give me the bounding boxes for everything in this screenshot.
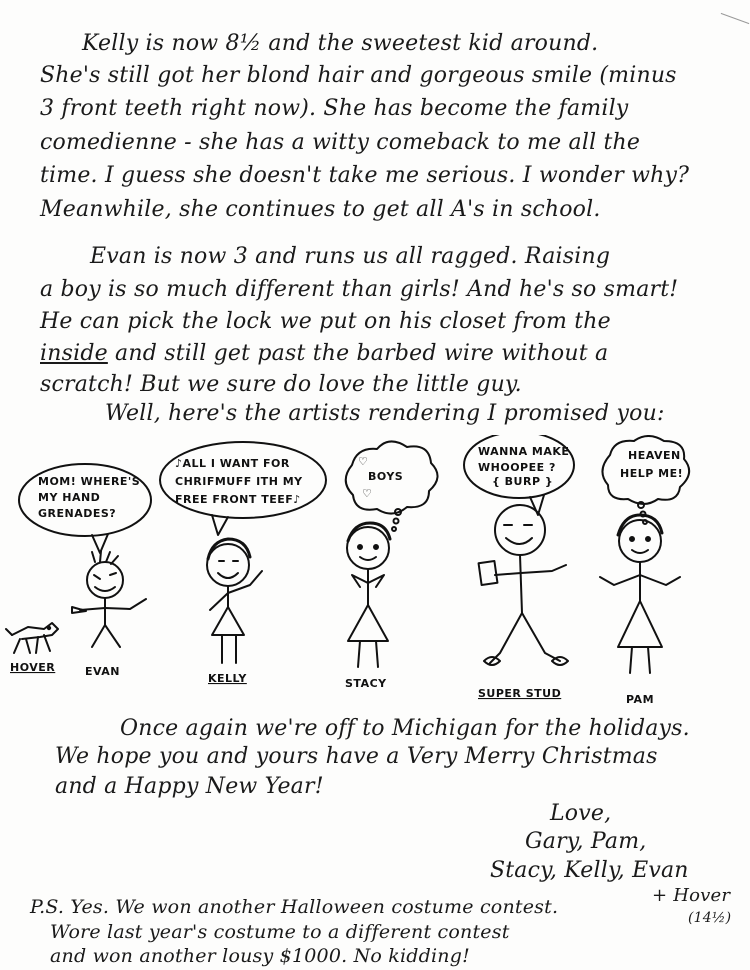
pam-label: PAM [626, 693, 655, 706]
stacy-bubble-word: BOYS [368, 470, 404, 483]
signoff-names-2: Stacy, Kelly, Evan [490, 858, 689, 883]
underlined-word: inside [40, 341, 108, 366]
p1-line-5: time. I guess she doesn't take me serious. I wonder why? [40, 163, 690, 188]
p2-line-3: He can pick the lock we put on his closet from the [40, 309, 611, 334]
kelly-bubble-line-2: CHRIFMUFF ITH MY [175, 475, 303, 488]
p2-line-5: scratch! But we sure do love the little guy. [40, 372, 522, 397]
pam-figure [600, 515, 680, 706]
stud-bubble-line-1: WANNA MAKE [478, 445, 570, 458]
super-stud-figure [478, 505, 568, 700]
stacy-label: STACY [345, 677, 387, 690]
stacy-bubble-heart-1: ♡ [358, 455, 369, 468]
ps-line-1: P.S. Yes. We won another Halloween costume contest. [30, 896, 559, 918]
kelly-bubble-line-3: FREE FRONT TEEF♪ [175, 493, 301, 506]
p2-line-1: Evan is now 3 and runs us all ragged. Raising [90, 244, 611, 269]
page-corner-mark [721, 13, 750, 24]
p2-line-4-text: and still get past the barbed wire without a [115, 341, 609, 366]
signoff-names-3: + Hover [652, 885, 731, 906]
signoff-love: Love, [550, 801, 612, 826]
stacy-bubble-heart-2: ♡ [362, 487, 373, 500]
kelly-speech-bubble [160, 442, 326, 535]
kelly-bubble-line-1: ♪ALL I WANT FOR [175, 457, 290, 470]
evan-figure [72, 551, 146, 678]
pam-thought-bubble [602, 436, 689, 524]
evan-speech-bubble [19, 464, 151, 553]
ps-line-2: Wore last year's costume to a different contest [50, 921, 510, 943]
p2-line-2: a boy is so much different than girls! And he's so smart! [40, 277, 679, 302]
hover-label: HOVER [10, 661, 56, 674]
evan-bubble-line-1: MOM! WHERE'S [38, 475, 141, 488]
stud-bubble-line-2: WHOOPEE ? [478, 461, 556, 474]
evan-bubble-line-2: MY HAND [38, 491, 101, 504]
signoff-names-1: Gary, Pam, [525, 829, 647, 854]
p1-line-2: She's still got her blond hair and gorgeous smile (minus [40, 63, 677, 88]
p4-line-1: Once again we're off to Michigan for the holidays. [120, 716, 690, 741]
ps-line-3: and won another lousy $1000. No kidding! [50, 945, 470, 967]
pam-bubble-line-1: HEAVEN [628, 449, 681, 462]
evan-label: EVAN [85, 665, 120, 678]
p4-line-3: and a Happy New Year! [55, 774, 324, 799]
stick-figure-drawing [0, 435, 750, 715]
p4-line-2: We hope you and yours have a Very Merry Christmas [55, 744, 658, 769]
stacy-thought-bubble [346, 441, 438, 531]
pam-bubble-line-2: HELP ME! [620, 467, 684, 480]
hover-dog-figure [6, 623, 58, 674]
p1-line-6: Meanwhile, she continues to get all A's in school. [40, 197, 601, 222]
p1-line-3: 3 front teeth right now). She has become the family [40, 96, 629, 121]
stud-bubble-line-3: { BURP } [492, 475, 554, 488]
signoff-age: (14½) [688, 910, 732, 926]
super-stud-label: SUPER STUD [478, 687, 562, 700]
p2-line-4 [40, 340, 608, 368]
kelly-label: KELLY [208, 672, 247, 685]
p1-line-1: Kelly is now 8½ and the sweetest kid around. [82, 31, 599, 56]
stud-speech-bubble [464, 435, 574, 515]
evan-bubble-line-3: GRENADES? [38, 507, 117, 520]
kelly-figure [207, 539, 262, 685]
stacy-figure [345, 523, 390, 690]
p1-line-4: comedienne - she has a witty comeback to me all the [40, 130, 641, 155]
p3-line: Well, here's the artists rendering I promised you: [105, 401, 665, 426]
